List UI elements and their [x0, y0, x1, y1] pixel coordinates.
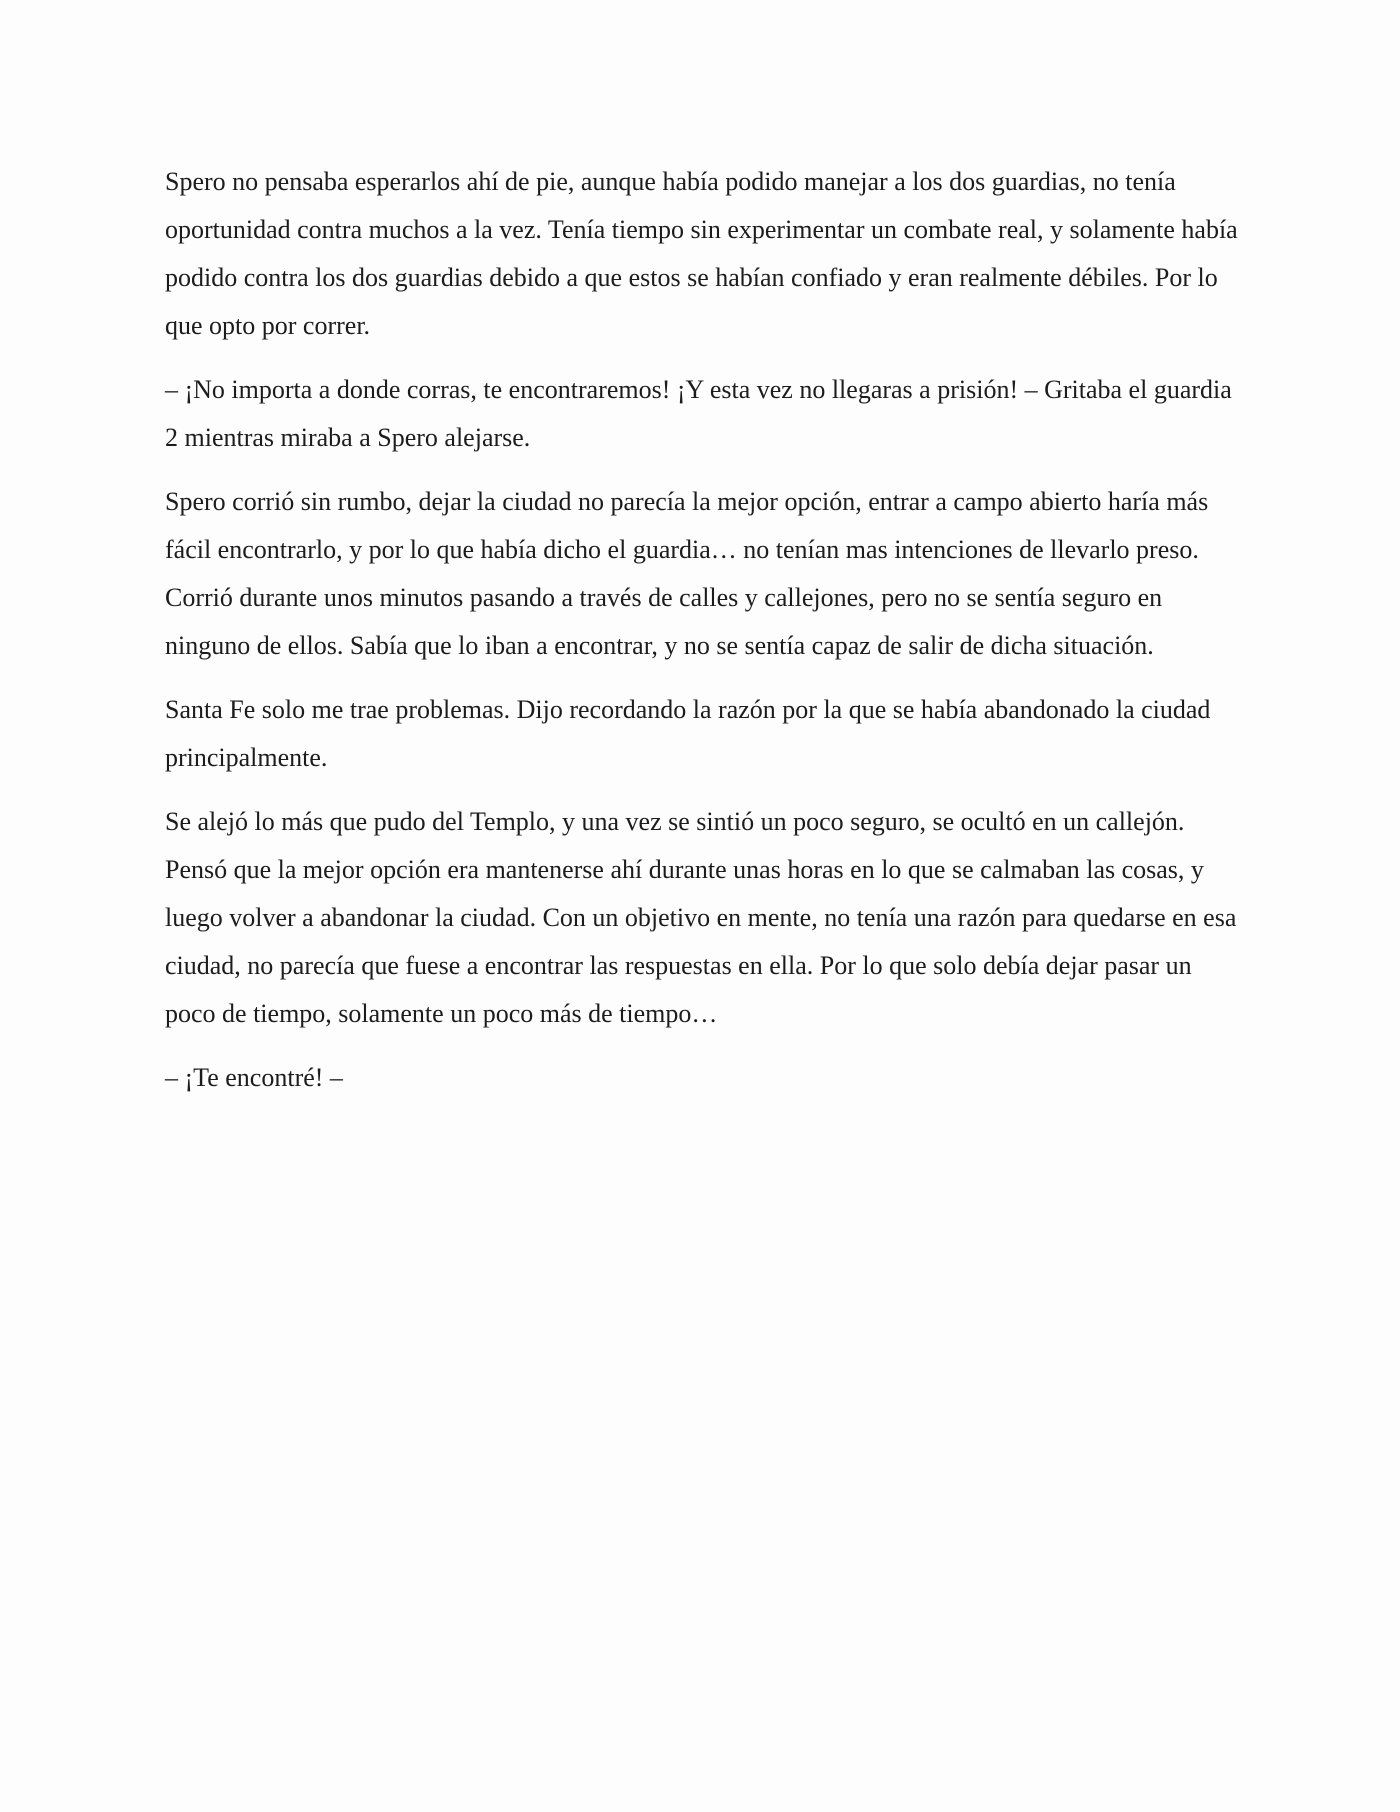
paragraph-6: – ¡Te encontré! – [165, 1063, 343, 1092]
paragraph-2: – ¡No importa a donde corras, te encontraremos! ¡Y esta vez no llegaras a prisión! – Gritaba el guardia 2 mientras miraba a Spero alejarse. [165, 375, 1232, 452]
paragraph-4: Santa Fe solo me trae problemas. Dijo recordando la razón por la que se había abandonado la ciudad principalmente. [165, 695, 1211, 772]
paragraph-1: Spero no pensaba esperarlos ahí de pie, aunque había podido manejar a los dos guardias, no tenía oportunidad contra muchos a la vez. Tenía tiempo sin experimentar un combate real, y solamente había podido contra los dos guardias debido a que estos se habían confiado y eran realmente débiles. Por lo que opto por correr. [165, 167, 1238, 340]
paragraph-3: Spero corrió sin rumbo, dejar la ciudad no parecía la mejor opción, entrar a campo abierto haría más fácil encontrarlo, y por lo que había dicho el guardia… no tenían mas intenciones de llevarlo preso. Corrió durante unos minutos pasando a través de calles y callejones, pero no se sentía seguro en ninguno de ellos. Sabía que lo iban a encontrar, y no se sentía capaz de salir de dicha situación. [165, 487, 1209, 660]
body-text [165, 158, 1245, 1118]
paragraph-5: Se alejó lo más que pudo del Templo, y una vez se sintió un poco seguro, se ocultó en un callejón. Pensó que la mejor opción era mantenerse ahí durante unas horas en lo que se calmaban las cosas, y luego volver a abandonar la ciudad. Con un objetivo en mente, no tenía una razón para quedarse en esa ciudad, no parecía que fuese a encontrar las respuestas en ella. Por lo que solo debía dejar pasar un poco de tiempo, solamente un poco más de tiempo… [165, 807, 1237, 1028]
